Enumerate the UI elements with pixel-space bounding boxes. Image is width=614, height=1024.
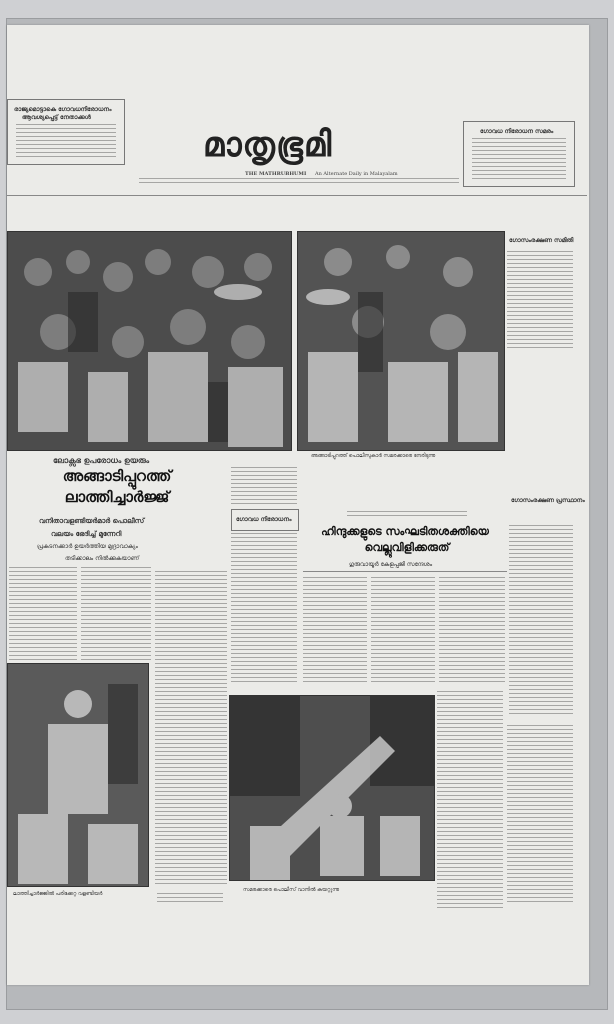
center-col-2 [371, 577, 435, 685]
masthead-title: മാതൃഭൂമി [203, 125, 333, 165]
right-inner-col [437, 691, 503, 909]
masthead-tagline: An Alternate Daily in Malayalam [315, 171, 398, 177]
photo-crowd-left [7, 231, 292, 451]
right-top-text [507, 251, 573, 351]
photo-bottom-center [229, 695, 435, 881]
center-rule [303, 571, 507, 572]
left-box-text [16, 124, 116, 158]
side-box-label: ഗോവധ നിരോധനം [236, 516, 292, 523]
right-top-title: ഗോസംരക്ഷണ സമിതി [509, 237, 574, 244]
photo-bottom-left [7, 663, 149, 887]
center-sub: ഗുരുവായൂർ കേളപ്പജി സന്ദേശം [349, 561, 433, 568]
right-bottom-text [507, 725, 573, 905]
caption-top-right-photo: അങ്ങാടിപ്പുറത്ത് പൊലീസുകാർ സമരക്കാരെ നേരിടുന്നു [311, 453, 436, 459]
side-box [231, 509, 299, 531]
masthead-left-box [7, 99, 125, 165]
masthead-rule [7, 195, 587, 196]
left-box-title-2: ആവശ്യപ്പെട്ട് നേതാക്കൾ [22, 114, 91, 121]
left-box-title-1: രാജ്യമൊട്ടാകെ ഗോവധനിരോധനം [14, 106, 112, 113]
photo-bottom-left-image [8, 664, 148, 886]
middle-text-bottom [231, 533, 297, 683]
center-headline-1: ഹിന്ദുക്കളുടെ സംഘടിതശക്തിയെ [321, 525, 489, 538]
photo-bottom-center-image [230, 696, 434, 880]
photo-crowd-left-image [8, 232, 291, 450]
main-article-col-2 [81, 567, 151, 661]
masthead-english-title: THE MATHRUBHUMI [245, 171, 307, 177]
masthead-dateline [139, 178, 459, 186]
bottom-footer-text [157, 893, 223, 903]
center-col-1 [303, 577, 367, 685]
center-col-3 [439, 577, 505, 685]
right-mid-text [509, 525, 573, 715]
sub-headline-3: പ്രകടനക്കാർ ഉയർത്തിയ മുദ്രാവാക്യം [37, 543, 138, 550]
caption-bottom-center-photo: സമരക്കാരെ പൊലീസ് വാനിൽ കയറ്റുന്നു [243, 887, 340, 893]
photo-crowd-right [297, 231, 505, 451]
main-headline-2: അങ്ങാടിപ്പുറത്ത് [62, 467, 172, 485]
caption-bottom-left-photo: ലാത്തിച്ചാർജ്ജിൽ പരിക്കേറ്റ വളണ്ടിയർ [13, 891, 103, 897]
main-article-col-1 [9, 567, 77, 661]
right-box-title: ഗോവധ നിരോധന സമരം [480, 128, 554, 135]
newspaper-page [7, 25, 589, 985]
right-mid-title: ഗോസംരക്ഷണ പ്രസ്ഥാനം [511, 497, 585, 504]
sub-headline-2: വലയം ഭേദിച്ച് മുന്നേറി [51, 529, 122, 538]
center-headline-2: വെല്ലുവിളിക്കരുത് [364, 541, 450, 554]
main-kicker: ലോക്സഭ ഉപരോധം ഉയരും [53, 455, 150, 465]
right-box-text [472, 138, 566, 180]
main-article-col-3 [155, 571, 227, 887]
page-mat [6, 18, 608, 1010]
middle-text-top [231, 467, 297, 507]
sub-headline-1: വനിതാവളണ്ടിയർമാർ പൊലീസ് [39, 516, 145, 525]
sub-headline-4: തടിക്കാലം നിൽക്കുകയാണ് [65, 555, 140, 562]
main-headline-1: ലാത്തിച്ചാർജ്ജ് [64, 488, 170, 506]
masthead-right-box [463, 121, 575, 187]
photo-crowd-right-image [298, 232, 504, 450]
center-dateline [347, 511, 467, 517]
